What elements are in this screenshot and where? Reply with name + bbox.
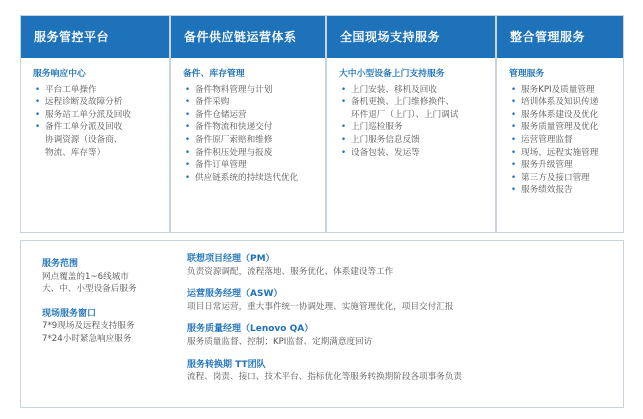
list-item: • 第三方及接口管理 xyxy=(509,172,613,185)
list-item: • 备机更换、上门维修换件、 xyxy=(339,96,485,109)
team-roles xyxy=(187,253,607,388)
list-item-continuation: 协调资源（设备商、 xyxy=(45,134,123,145)
window-line: 7*24小时紧急响应服务 xyxy=(42,333,132,344)
column-section-title: 大中小型设备上门支持服务 xyxy=(339,69,445,79)
list-item: • 备件积压处理与报废 xyxy=(183,147,315,160)
list-item: • 平台工单操作 xyxy=(33,84,159,97)
list-item: • 培训体系及知识传递 xyxy=(509,96,613,109)
list-item: • 远程诊断及故障分析 xyxy=(33,96,159,109)
list-item: • 设备包装、发运等 xyxy=(339,147,485,160)
window-line: 7*9现场及远程支持服务 xyxy=(42,321,135,332)
list-item: • 备件工单分派及回收 xyxy=(33,121,159,134)
column-header: 整合管理服务 xyxy=(497,16,623,58)
role-description: 服务质量监督、控制；KPI监督、定期满意度回访 xyxy=(187,336,373,347)
column-section-title: 服务响应中心 xyxy=(33,69,86,79)
role-description: 负责资源调配，流程落地、服务优化、体系建设等工作 xyxy=(187,266,394,277)
scope-title: 服务范围 xyxy=(42,259,79,269)
scope-line: 大、中、小型设备后服务 xyxy=(42,284,137,295)
column-integrated-management xyxy=(496,15,624,233)
service-team-panel xyxy=(20,240,624,408)
list-item: • 服务质量管理及优化 xyxy=(509,121,613,134)
list-item: • 上门服务信息反馈 xyxy=(339,134,485,147)
column-service-control-platform xyxy=(20,15,170,233)
list-item: • 备件物料管理与计划 xyxy=(183,84,315,97)
column-header: 备件供应链运营体系 xyxy=(171,16,325,58)
list-item: • 现场、远程实施管理 xyxy=(509,147,613,160)
column-header: 服务管控平台 xyxy=(21,16,169,58)
list-item: • 备件仓储运营 xyxy=(183,109,315,122)
list-item: • 运营管理监督 xyxy=(509,134,613,147)
role-description: 流程、岗责、接口、技术平台、指标优化等服务转换期阶段各项事务负责 xyxy=(187,372,463,383)
list-item: • 备件订单管理 xyxy=(183,159,315,172)
column-section-title: 管理服务 xyxy=(509,69,545,79)
window-title: 现场服务窗口 xyxy=(42,308,97,319)
role-title: 服务转换期 TT团队 xyxy=(187,359,266,370)
list-item: • 备件采购 xyxy=(183,96,315,109)
column-onsite-support xyxy=(326,15,496,233)
column-header: 全国现场支持服务 xyxy=(327,16,495,58)
column-section-title: 备件、库存管理 xyxy=(183,69,245,79)
list-item-continuation: 环件退厂（上门）、上门调试 xyxy=(351,109,459,120)
service-columns xyxy=(20,15,624,233)
list-item: • 服务绩效报告 xyxy=(509,184,613,197)
list-item: • 备件物流和快递交付 xyxy=(183,121,315,134)
list-item: • 服务升级管理 xyxy=(509,159,613,172)
list-item: • 服务KPI及质量管理 xyxy=(509,84,613,97)
service-scope-block xyxy=(42,258,172,350)
list-item: • 备件原厂索赔和维修 xyxy=(183,134,315,147)
list-item: • 供应链系统的持续迭代优化 xyxy=(183,172,315,185)
role-title: 运营服务经理（ASW） xyxy=(187,289,283,300)
scope-line: 网点覆盖的1~6线城市 xyxy=(42,271,129,282)
list-item-continuation: 物流、库存等） xyxy=(45,147,106,158)
list-item: • 上门巡检服务 xyxy=(339,121,485,134)
column-spare-parts-supply-chain xyxy=(170,15,326,233)
role-title: 联想项目经理（PM） xyxy=(187,254,275,264)
list-item: • 服务站工单分派及回收 xyxy=(33,109,159,122)
list-item: • 服务体系建设及优化 xyxy=(509,109,613,122)
list-item: • 上门安装、移机及回收 xyxy=(339,84,485,97)
role-title: 服务质量经理（Lenovo QA） xyxy=(187,324,314,335)
role-description: 项目日常运营，重大事件统一协调处理、实施管理优化，项目交付汇报 xyxy=(187,301,454,312)
